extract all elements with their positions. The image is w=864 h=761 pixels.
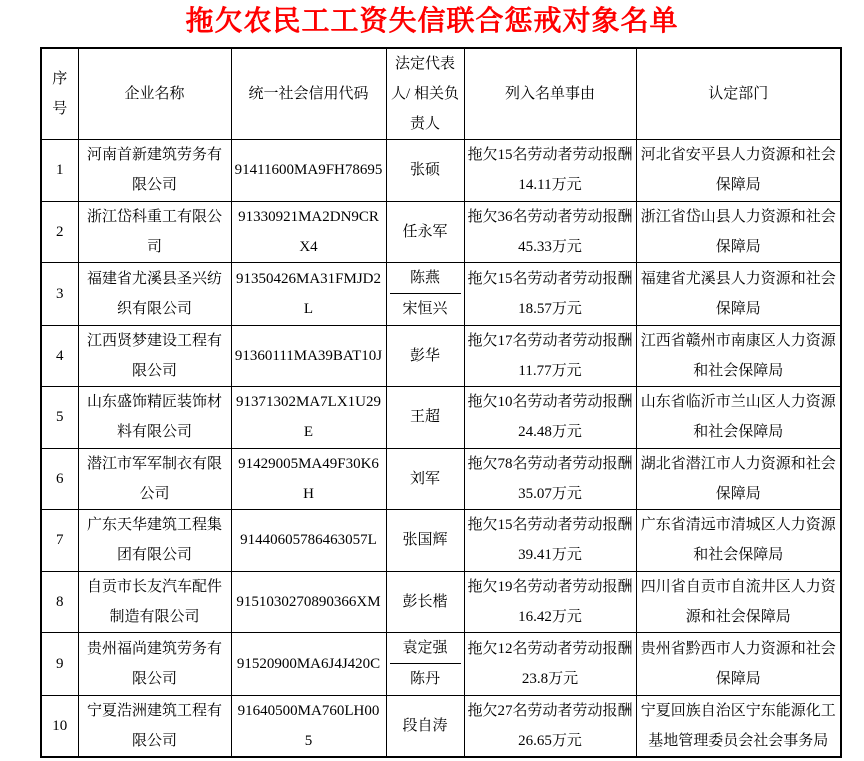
cell-authority: 湖北省潜江市人力资源和社会保障局 [636, 448, 841, 510]
cell-company: 山东盛饰精匠装饰材料有限公司 [78, 387, 231, 449]
cell-credit-code: 91429005MA49F30K6H [231, 448, 386, 510]
cell-company: 宁夏浩洲建筑工程有限公司 [78, 695, 231, 757]
cell-company: 自贡市长友汽车配件制造有限公司 [78, 571, 231, 633]
table-row [41, 201, 841, 263]
cell-index: 3 [41, 263, 78, 326]
header-legal-rep: 法定代表人/ 相关负责人 [386, 48, 464, 140]
cell-credit-code: 91371302MA7LX1U29E [231, 387, 386, 449]
cell-legal-rep: 段自涛 [386, 695, 464, 757]
cell-legal-rep: 彭长楷 [386, 571, 464, 633]
table-row [41, 140, 841, 202]
header-reason: 列入名单事由 [464, 48, 636, 140]
cell-index: 9 [41, 633, 78, 696]
cell-company: 江西贤梦建设工程有限公司 [78, 325, 231, 387]
cell-index: 7 [41, 510, 78, 572]
header-company: 企业名称 [78, 48, 231, 140]
table-header-row [41, 48, 841, 140]
cell-credit-code: 91411600MA9FH78695 [231, 140, 386, 202]
cell-authority: 四川省自贡市自流井区人力资源和社会保障局 [636, 571, 841, 633]
cell-authority: 山东省临沂市兰山区人力资源和社会保障局 [636, 387, 841, 449]
cell-reason: 拖欠15名劳动者劳动报酬18.57万元 [464, 263, 636, 326]
cell-reason: 拖欠15名劳动者劳动报酬14.11万元 [464, 140, 636, 202]
cell-legal-rep: 刘军 [386, 448, 464, 510]
table-row [41, 571, 841, 633]
table-row [41, 633, 841, 696]
cell-reason: 拖欠19名劳动者劳动报酬16.42万元 [464, 571, 636, 633]
cell-credit-code: 9151030270890366XM [231, 571, 386, 633]
table-row [41, 510, 841, 572]
cell-index: 2 [41, 201, 78, 263]
cell-authority: 浙江省岱山县人力资源和社会保障局 [636, 201, 841, 263]
legal-rep-primary: 陈燕 [390, 263, 461, 294]
cell-company: 广东天华建筑工程集团有限公司 [78, 510, 231, 572]
cell-authority: 贵州省黔西市人力资源和社会保障局 [636, 633, 841, 696]
cell-index: 10 [41, 695, 78, 757]
page-title: 拖欠农民工工资失信联合惩戒对象名单 [185, 6, 679, 37]
cell-credit-code: 91350426MA31FMJD2L [231, 263, 386, 326]
cell-authority: 江西省赣州市南康区人力资源和社会保障局 [636, 325, 841, 387]
cell-index: 8 [41, 571, 78, 633]
table-row [41, 695, 841, 757]
cell-legal-rep: 张硕 [386, 140, 464, 202]
cell-company: 潜江市军军制衣有限公司 [78, 448, 231, 510]
cell-reason: 拖欠17名劳动者劳动报酬11.77万元 [464, 325, 636, 387]
cell-index: 6 [41, 448, 78, 510]
cell-authority: 福建省尤溪县人力资源和社会保障局 [636, 263, 841, 326]
header-authority: 认定部门 [636, 48, 841, 140]
blacklist-table [40, 47, 842, 758]
header-credit-code: 统一社会信用代码 [231, 48, 386, 140]
table-row [41, 448, 841, 510]
cell-reason: 拖欠15名劳动者劳动报酬39.41万元 [464, 510, 636, 572]
cell-credit-code: 91640500MA760LH005 [231, 695, 386, 757]
cell-credit-code: 91360111MA39BAT10J [231, 325, 386, 387]
cell-legal-rep [386, 263, 464, 326]
cell-company: 河南首新建筑劳务有限公司 [78, 140, 231, 202]
cell-legal-rep: 王超 [386, 387, 464, 449]
cell-reason: 拖欠27名劳动者劳动报酬26.65万元 [464, 695, 636, 757]
header-index: 序号 [41, 48, 78, 140]
cell-company: 贵州福尚建筑劳务有限公司 [78, 633, 231, 696]
cell-company: 福建省尤溪县圣兴纺织有限公司 [78, 263, 231, 326]
cell-authority: 河北省安平县人力资源和社会保障局 [636, 140, 841, 202]
table-row [41, 263, 841, 326]
cell-credit-code: 91520900MA6J4J420C [231, 633, 386, 696]
legal-rep-secondary: 陈丹 [409, 670, 440, 687]
cell-company: 浙江岱科重工有限公司 [78, 201, 231, 263]
legal-rep-primary: 袁定强 [390, 633, 461, 664]
cell-legal-rep: 张国辉 [386, 510, 464, 572]
cell-authority: 宁夏回族自治区宁东能源化工基地管理委员会社会事务局 [636, 695, 841, 757]
table-row [41, 325, 841, 387]
cell-legal-rep: 任永军 [386, 201, 464, 263]
legal-rep-secondary: 宋恒兴 [402, 300, 448, 317]
cell-authority: 广东省清远市清城区人力资源和社会保障局 [636, 510, 841, 572]
cell-reason: 拖欠10名劳动者劳动报酬24.48万元 [464, 387, 636, 449]
cell-legal-rep [386, 633, 464, 696]
cell-reason: 拖欠12名劳动者劳动报酬23.8万元 [464, 633, 636, 696]
cell-credit-code: 91440605786463057L [231, 510, 386, 572]
table-row [41, 387, 841, 449]
cell-index: 4 [41, 325, 78, 387]
cell-reason: 拖欠78名劳动者劳动报酬35.07万元 [464, 448, 636, 510]
cell-index: 5 [41, 387, 78, 449]
cell-reason: 拖欠36名劳动者劳动报酬45.33万元 [464, 201, 636, 263]
cell-credit-code: 91330921MA2DN9CRX4 [231, 201, 386, 263]
cell-legal-rep: 彭华 [386, 325, 464, 387]
cell-index: 1 [41, 140, 78, 202]
